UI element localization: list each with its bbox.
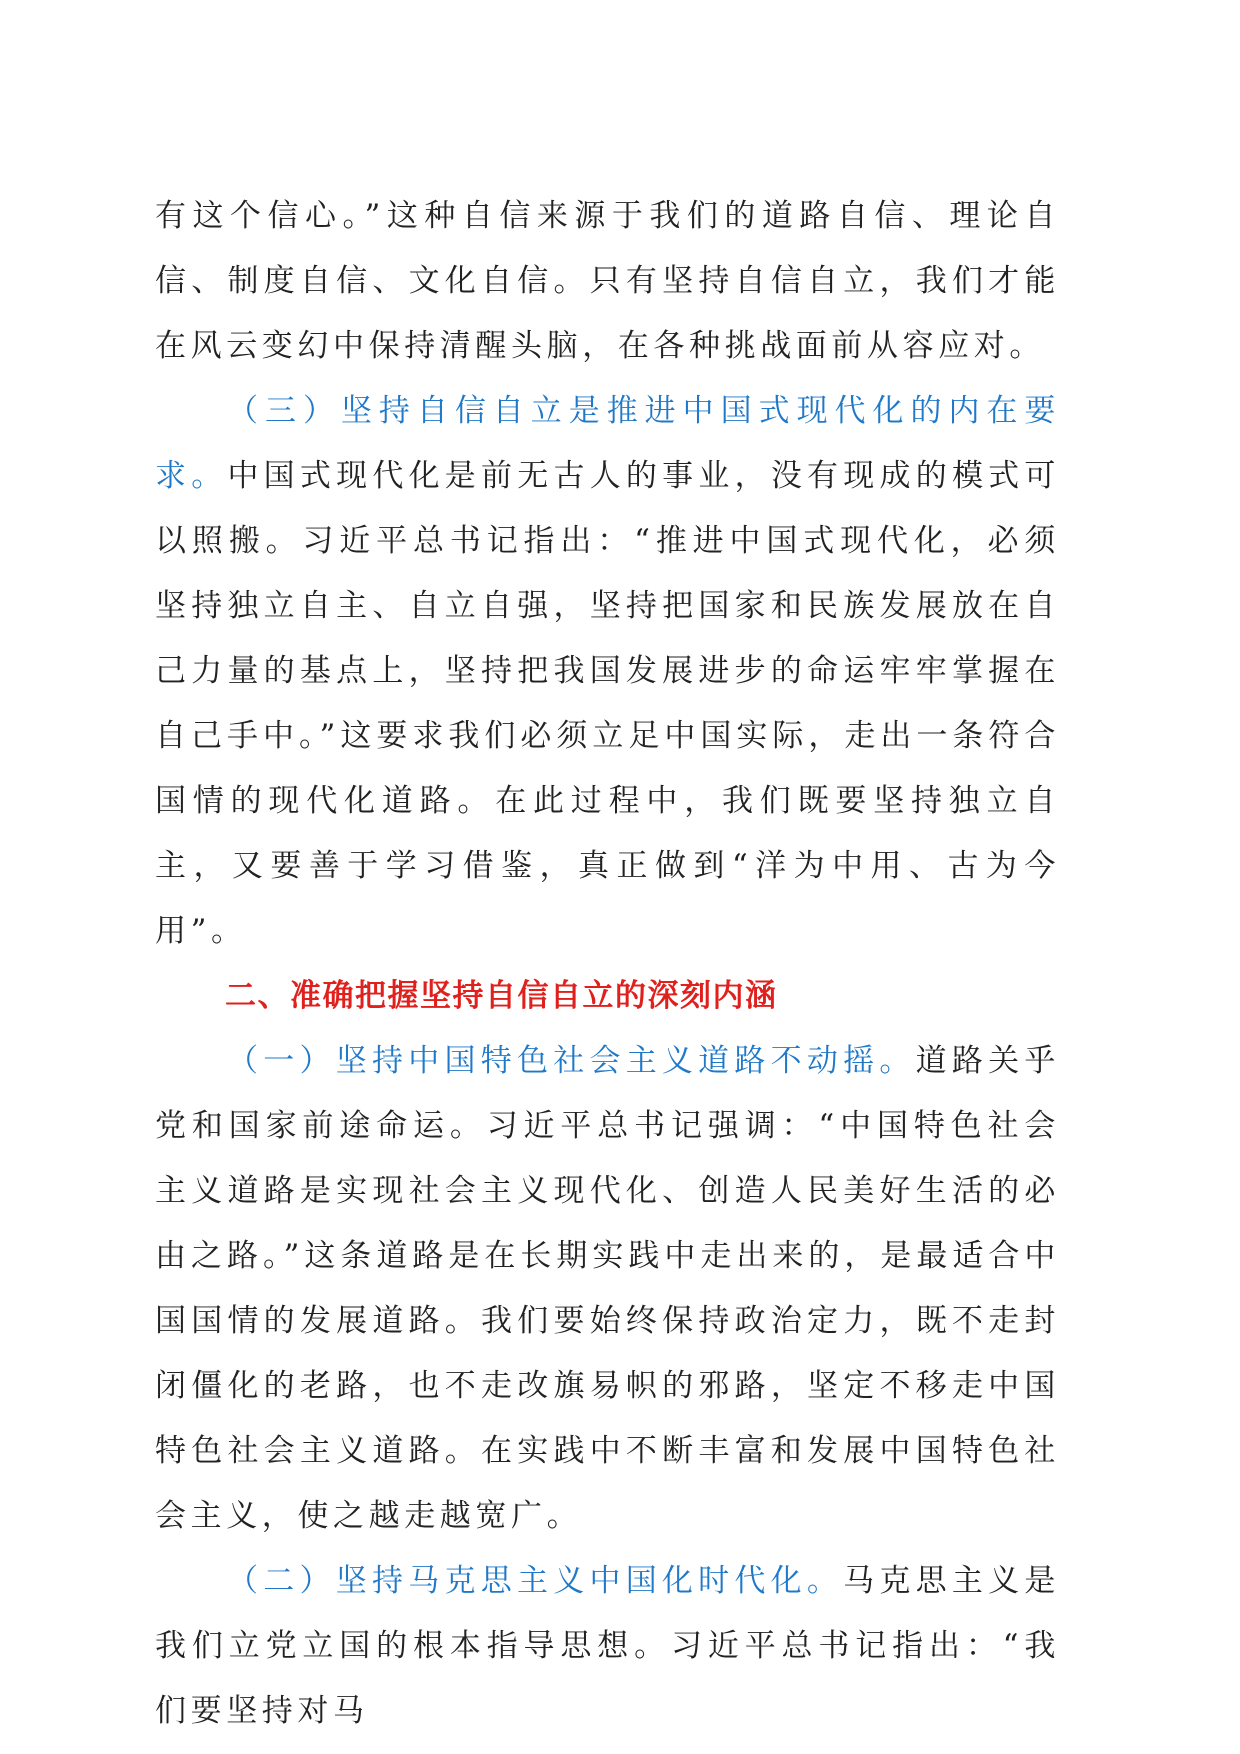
- subheading-3: （三）坚持自信自立是推进中国式现代化的内在要求。: [155, 393, 1060, 494]
- paragraph-text: 马克思主义是我们立党立国的根本指导思想。习近平总书记指出：“我们要坚持对马: [155, 1563, 1060, 1729]
- paragraph-text: 道路关乎党和国家前途命运。习近平总书记强调：“中国特色社会主义道路是实现社会主义现代化、创造人民美好生活的必由之路。”这条道路是在长期实践中走出来的，是最适合中国国情的发展道路。我们要始终保持政治定力，既不走封闭僵化的老路，也不走改旗易帜的邪路，坚定不移走中国特色社会主义道路。在实践中不断丰富和发展中国特色社会主义，使之越走越宽广。: [155, 1043, 1060, 1534]
- paragraph-section-2-1: [155, 1029, 1060, 1549]
- subheading-2-2: （二）坚持马克思主义中国化时代化。: [227, 1563, 844, 1599]
- subheading-2-1: （一）坚持中国特色社会主义道路不动摇。: [227, 1043, 916, 1079]
- paragraph-text: 中国式现代化是前无古人的事业，没有现成的模式可以照搬。习近平总书记指出：“推进中国式现代化，必须坚持独立自主、自立自强，坚持把国家和民族发展放在自己力量的基点上，坚持把我国发展进步的命运牢牢掌握在自己手中。”这要求我们必须立足中国实际，走出一条符合国情的现代化道路。在此过程中，我们既要坚持独立自主，又要善于学习借鉴，真正做到“洋为中用、古为今用”。: [155, 458, 1060, 949]
- section-heading-2: 二、准确把握坚持自信自立的深刻内涵: [225, 978, 778, 1014]
- paragraph-text: 有这个信心。”这种自信来源于我们的道路自信、理论自信、制度自信、文化自信。只有坚持自信自立，我们才能在风云变幻中保持清醒头脑，在各种挑战面前从容应对。: [155, 198, 1060, 364]
- paragraph-section-2-2: [155, 1549, 1060, 1744]
- document-body: [155, 184, 1060, 1744]
- paragraph-section-3: [155, 379, 1060, 964]
- paragraph-continuation: [155, 184, 1060, 379]
